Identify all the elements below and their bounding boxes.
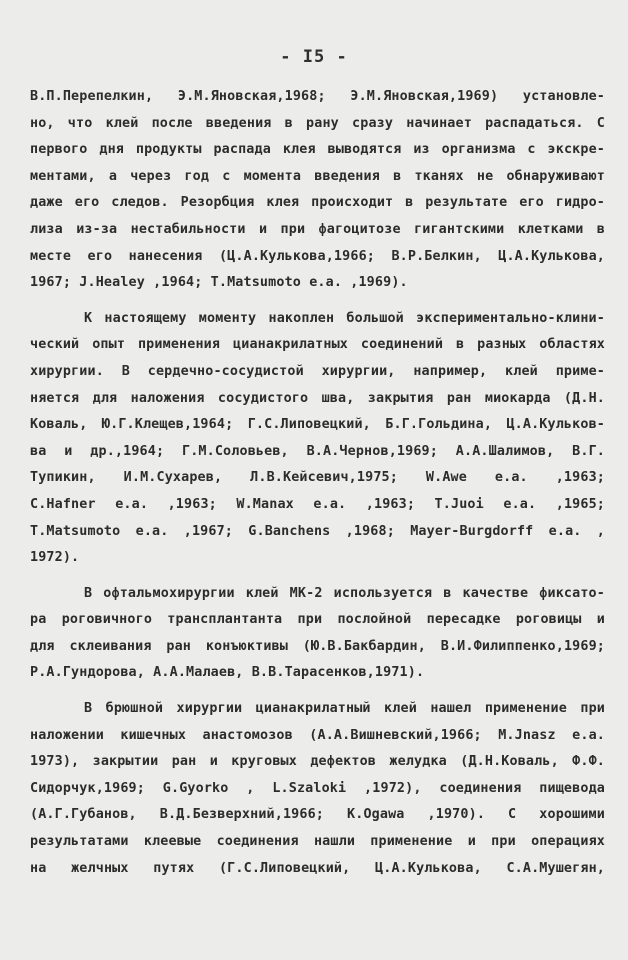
text-line: В брюшной хирургии цианакрилатный клей нашел применение при (84, 701, 605, 717)
text-line: В офтальмохирургии клей МК-2 используется в качестве фиксато- (84, 585, 605, 601)
text-line: месте его нанесения (Ц.А.Кулькова,1966; В.Р.Белкин, Ц.А.Кулькова, (30, 248, 605, 264)
text-line: C.Hafner e.a. ,1963; W.Manax e.a. ,1963; T.Juoi e.a. ,1965; (30, 496, 605, 512)
text-line: К настоящему моменту накоплен большой экспериментально-клини- (84, 310, 605, 326)
text-line: В.П.Перепелкин, Э.М.Яновская,1968; Э.М.Яновская,1969) установле- (30, 89, 605, 104)
paragraph-1 (30, 84, 605, 297)
text-line: Сидорчук,1969; G.Gyorko , L.Szaloki ,1972), соединения пищевода (30, 780, 605, 796)
text-line: лиза из-за нестабильности и при фагоцитозе гигантскими клетками в (30, 221, 605, 237)
text-line: наложении кишечных анастомозов (А.А.Вишневский,1966; M.Jnasz e.a. (30, 727, 605, 743)
text-line: T.Matsumoto e.a. ,1967; G.Banchens ,1968; Mayer-Burgdorff e.a. , (30, 523, 605, 539)
text-line: для склеивания ран конъюктивы (Ю.В.Бакбардин, В.И.Филиппенко,1969; (30, 638, 605, 654)
text-line: 1967; J.Healey ,1964; T.Matsumoto e.a. ,1969). (30, 275, 408, 291)
text-line: ва и др.,1964; Г.М.Соловьев, В.А.Чернов,1969; А.А.Шалимов, В.Г. (30, 443, 605, 459)
body-text (30, 84, 605, 882)
text-line: первого дня продукты распада клея выводятся из организма с экскре- (30, 142, 605, 158)
text-line: 1973), закрытии ран и круговых дефектов желудка (Д.Н.Коваль, Ф.Ф. (30, 754, 605, 770)
text-line: результатами клеевые соединения нашли применение и при операциях (30, 834, 605, 850)
text-line: няется для наложения сосудистого шва, закрытия ран миокарда (Д.Н. (30, 390, 605, 406)
paragraph-2 (30, 306, 605, 572)
paragraph-3 (30, 581, 605, 687)
text-line: хирургии. В сердечно-сосудистой хирургии, например, клей приме- (30, 363, 605, 379)
text-line: ра роговичного трансплантанта при послойной пересадке роговицы и (30, 612, 605, 628)
text-line: Тупикин, И.М.Сухарев, Л.В.Кейсевич,1975; W.Awe e.a. ,1963; (30, 470, 605, 486)
paragraph-4 (30, 696, 605, 882)
text-line: на желчных путях (Г.С.Липовецкий, Ц.А.Кулькова, С.А.Мушегян, (30, 860, 605, 876)
text-line: Р.А.Гундорова, А.А.Малаев, В.В.Тарасенков,1971). (30, 665, 425, 681)
text-line: 1972). (30, 550, 80, 566)
text-line: даже его следов. Резорбция клея происходит в результате его гидро- (30, 195, 605, 211)
text-line: ческий опыт применения цианакрилатных соединений в разных областях (30, 337, 605, 353)
text-line: но, что клей после введения в рану сразу начинает распадаться. С (30, 115, 605, 131)
text-line: Коваль, Ю.Г.Клещев,1964; Г.С.Липовецкий, Б.Г.Гольдина, Ц.А.Кульков- (30, 417, 605, 433)
text-line: ментами, а через год с момента введения в тканях не обнаруживают (30, 168, 605, 184)
page-number: - I5 - (280, 47, 348, 67)
text-line: (А.Г.Губанов, В.Д.Безверхний,1966; K.Ogawa ,1970). С хорошими (30, 807, 605, 823)
